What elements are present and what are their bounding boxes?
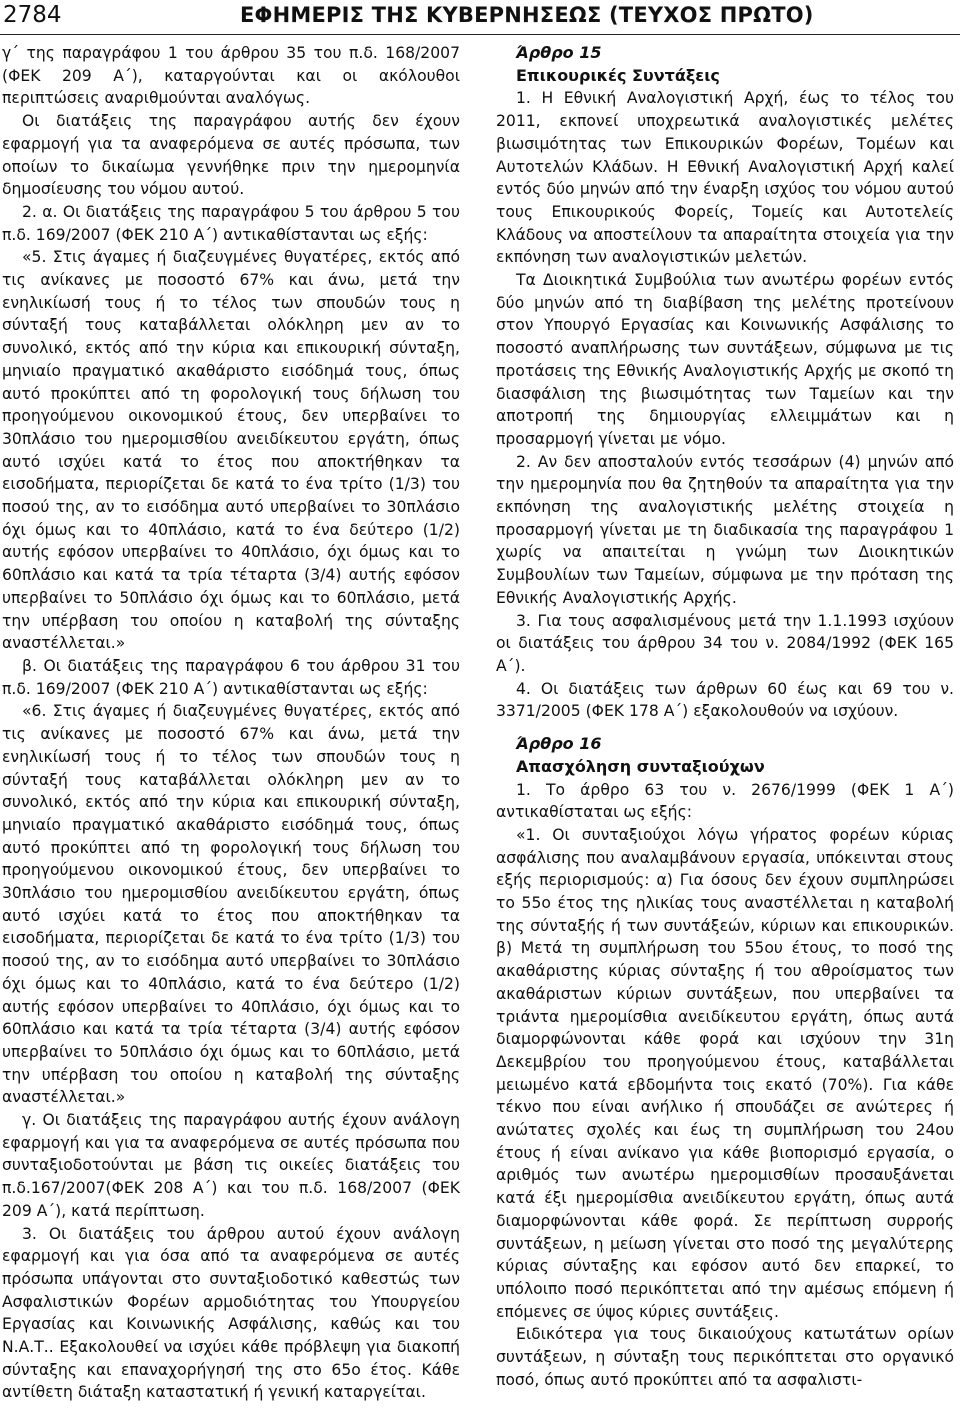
article-title: Επικουρικές Συντάξεις [516,65,720,85]
paragraph: Ειδικότερα για τους δικαιούχους κατωτάτων ορίων συντάξεων, η σύνταξη τους περικόπτεται στο οργανικό ποσό, όπως αυτό προκύπτει από τα ασφαλιστι- [496,1325,954,1389]
header-rule [0,34,960,35]
article-number: Άρθρο 15 [516,43,602,62]
paragraph: 1. Η Εθνική Αναλογιστική Αρχή, έως το τέλος του 2011, εκπονεί υποχρεωτικά αναλογιστικές μελέτες βιωσιμότητας των Επικουρικών Φορέων, Τομέων και Αυτοτελών Κλάδων. Η Εθνική Αναλογιστική Αρχή καλεί εντός δύο μηνών από την έναρξη ισχύος του νόμου αυτού τους Επικουρικούς Φορείς, Τομείς και Αυτοτελείς Κλάδους να αποστείλουν τα απαραίτητα στοιχεία για την εκπόνηση των αναλογιστικών μελετών. [496,89,954,267]
spacer [496,723,954,733]
paragraph: «1. Οι συνταξιούχοι λόγω γήρατος φορέων κύριας ασφάλισης που αναλαμβάνουν εργασία, υπόκεινται στους εξής περιορισμούς: α) Για όσους δεν έχουν συμπληρώσει το 55ο έτος της ηλικίας τους αναστέλλεται η καταβολή της σύνταξής ή των συντάξεών, κύριων και επικουρικών. β) Μετά τη συμπλήρωση του 55ου έτους, το ποσό της ακαθάριστης κύριας σύνταξης ή του αθροίσματος των ακαθάριστων κύριων συντάξεων, που υπερβαίνει τα τριάντα ημερομίσθια ανειδίκευτου εργάτη, όπως αυτά διαμορφώνονται κάθε φορά και ισχύουν την 31η Δεκεμβρίου του προηγούμενου έτους, καταβάλλεται μειωμένο κατά εβδομήντα τοις εκατό (70%). Για κάθε τέκνο που είναι ανήλικο ή σπουδάζει σε ανώτερες ή ανώτατες σχολές και έως τη συμπλήρωση του 24ου έτους ή είναι ανίκανο για κάθε βιοπορισμό εργασία, ο αριθμός των ανωτέρω ημερομισθίων προσαυξάνεται κατά έξι ημερομίσθια ανειδίκευτου εργάτη, όπως αυτά διαμορφώνονται κάθε φορά. Σε περίπτωση συρροής συντάξεων, η μείωση γίνεται στο ποσό της μεγαλύτερης κύριας σύνταξης και εφόσον αυτό δεν επαρκεί, το υπόλοιπο ποσό περικόπτεται από την αμέσως επόμενη ή επόμενες σε ύψος κύριες συντάξεις. [496,825,954,1321]
paragraph: 4. Οι διατάξεις των άρθρων 60 έως και 69 του ν. 3371/2005 (ΦΕΚ 178 Α΄) εξακολουθούν να ισχύουν. [496,679,954,721]
paragraph: 1. Το άρθρο 63 του ν. 2676/1999 (ΦΕΚ 1 Α΄) αντικαθίσταται ως εξής: [496,780,954,822]
article-number: Άρθρο 16 [516,734,602,754]
paragraph: 3. Οι διατάξεις του άρθρου αυτού έχουν ανάλογη εφαρμογή και για όσα από τα αναφερόμενα σε αυτές πρόσωπα υπάγονται στο συνταξιοδοτικό καθεστώς των Ασφαλιστικών Φορέων αρμοδιότητας του Υπουργείου Εργασίας και Κοινωνικής Ασφάλισης, καθώς και του Ν.Α.Τ.. Εξακολουθεί να ισχύει κάθε πρόβλεψη για διακοπή σύνταξης και επαναχορήγησή της στο 65ο έτος. Κάθε αντίθετη διάταξη καταστατική ή γενική καταργείται. [2,1224,460,1402]
journal-title: ΕΦΗΜΕΡΙΣ ΤΗΣ ΚΥΒΕΡΝΗΣΕΩΣ (ΤΕΥΧΟΣ ΠΡΩΤΟ) [240,3,814,27]
article-title: Απασχόληση συνταξιούχων [516,756,765,776]
paragraph: Τα Διοικητικά Συμβούλια των ανωτέρω φορέων εντός δύο μηνών από τη διαβίβαση της μελέτης προτείνουν στον Υπουργό Εργασίας και Κοινωνικής Ασφάλισης το ποσοστό αναπλήρωσης των συντάξεων, σύμφωνα με τις προτάσεις της Εθνικής Αναλογιστικής Αρχής με σκοπό τη διασφάλιση της βιωσιμότητας των Ταμείων και την αποτροπή της δημιουργίας ελλειμμάτων και η προσαρμογή γίνεται με νόμο. [496,271,954,448]
paragraph: 3. Για τους ασφαλισμένους μετά την 1.1.1993 ισχύουν οι διατάξεις του άρθρου 34 του ν. 2084/1992 (ΦΕΚ 165 Α΄). [496,611,954,675]
paragraph: β. Οι διατάξεις της παραγράφου 6 του άρθρου 31 του π.δ. 169/2007 (ΦΕΚ 210 Α΄) αντικαθίστανται ως εξής: [2,656,460,698]
paragraph: γ. Οι διατάξεις της παραγράφου αυτής έχουν ανάλογη εφαρμογή και για τα αναφερόμενα σε αυτές πρόσωπα που συνταξιοδοτούνται με βάση τις οικείες διατάξεις του π.δ.167/2007(ΦΕΚ 208 Α΄) και του π.δ. 168/2007 (ΦΕΚ 209 Α΄), κατά περίπτωση. [2,1111,460,1220]
left-column [2,42,460,1404]
paragraph: «5. Στις άγαμες ή διαζευγμένες θυγατέρες, εκτός από τις ανίκανες με ποσοστό 67% και άνω, μετά την ενηλικίωσή τους ή το τέλος των σπουδών τους η σύνταξή τους καταβάλλεται ολόκληρη μεν αν το συνολικό, εκτός από την κύρια και επικουρική σύνταξη, μηνιαίο πραγματικό ακαθάριστο εισόδημά τους, όπως αυτό προκύπτει από τη φορολογική τους δήλωση του προηγούμενου οικονομικού έτους, δεν υπερβαίνει το 30πλάσιο του ημερομισθίου ανειδίκευτου εργάτη, όπως αυτό ισχύει κατά το έτος που αποκτήθηκαν τα εισοδήματα, περιορίζεται δε κατά το ένα τρίτο (1/3) του ποσού της, αν το εισόδημα αυτό υπερβαίνει το 30πλάσιο όχι όμως και το 40πλάσιο, κατά το ένα δεύτερο (1/2) αυτής εφόσον υπερβαίνει το 40πλάσιο, όχι όμως και το 60πλάσιο και κατά τα τρία τέταρτα (3/4) αυτής εφόσον υπερβαίνει το 50πλάσιο όχι όμως και το 60πλάσιο, μετά την υπέρβαση του οποίου η καταβολή της σύνταξης αναστέλλεται.» [2,248,460,653]
paragraph: γ΄ της παραγράφου 1 του άρθρου 35 του π.δ. 168/2007 (ΦΕΚ 209 Α΄), καταργούνται και οι ακόλουθοι περιπτώσεις αναριθμούνται αναλόγως. [2,44,460,108]
right-column [496,42,954,1391]
paragraph: 2. α. Οι διατάξεις της παραγράφου 5 του άρθρου 5 του π.δ. 169/2007 (ΦΕΚ 210 Α΄) αντικαθίστανται ως εξής: [2,202,460,244]
page-header [0,0,960,30]
paragraph: «6. Στις άγαμες ή διαζευγμένες θυγατέρες, εκτός από τις ανίκανες με ποσοστό 67% και άνω, μετά την ενηλικίωσή τους ή το τέλος των σπουδών τους η σύνταξή τους καταβάλλεται ολόκληρη μεν αν το συνολικό, εκτός από την κύρια και επικουρική σύνταξη, μηνιαίο πραγματικό ακαθάριστο εισόδημά τους, όπως αυτό προκύπτει από τη φορολογική τους δήλωση του προηγούμενου οικονομικού έτους, δεν υπερβαίνει το 30πλάσιο του ημερομισθίου ανειδίκευτου εργάτη, όπως αυτό ισχύει κατά το έτος που αποκτήθηκαν τα εισοδήματα, περιορίζεται δε κατά το ένα τρίτο (1/3) του ποσού της, αν το εισόδημα αυτό υπερβαίνει το 30πλάσιο όχι όμως και το 40πλάσιο, κατά το ένα δεύτερο (1/2) αυτής εφόσον υπερβαίνει το 40πλάσιο, όχι όμως και το 60πλάσιο και κατά τα τρία τέταρτα (3/4) αυτής εφόσον υπερβαίνει το 50πλάσιο όχι όμως και το 60πλάσιο, μετά την υπέρβαση του οποίου η καταβολή της σύνταξης αναστέλλεται.» [2,702,460,1107]
page-number: 2784 [3,2,62,28]
paragraph: Οι διατάξεις της παραγράφου αυτής δεν έχουν εφαρμογή για τα αναφερόμενα σε αυτές πρόσωπα, των οποίων το δικαίωμα γεννήθηκε πριν την ημερομηνία δημοσίευσης του νόμου αυτού. [2,112,460,199]
paragraph: 2. Αν δεν αποσταλούν εντός τεσσάρων (4) μηνών από την ημερομηνία που θα ζητηθούν τα απαραίτητα για την εκπόνηση της αναλογιστικής μελέτης στοιχεία η προσαρμογή γίνεται με τη διαδικασία της παραγράφου 1 χωρίς να απαιτείται η γνώμη των Διοικητικών Συμβουλίων των Ταμείων, σύμφωνα με την πρόταση της Εθνικής Αναλογιστικής Αρχής. [496,452,954,607]
